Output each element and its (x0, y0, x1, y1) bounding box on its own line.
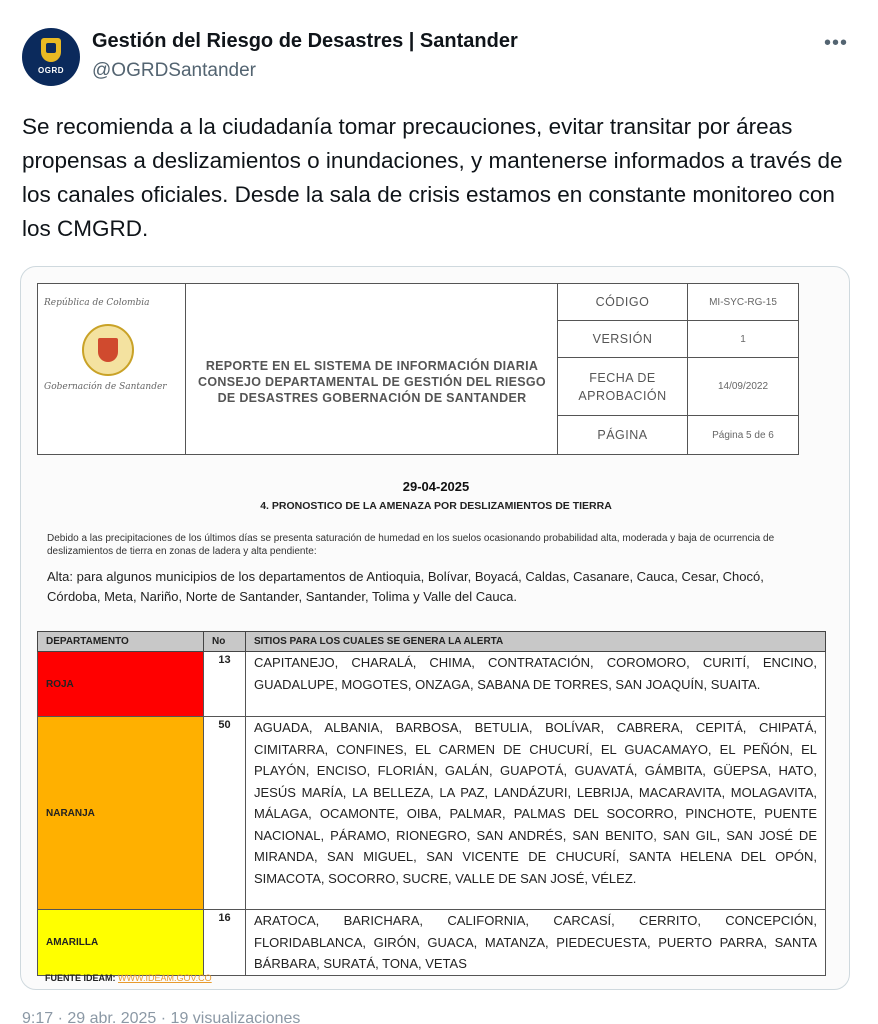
document-title-cell (186, 284, 558, 454)
table-row (38, 652, 826, 717)
document-date: 29-04-2025 (402, 479, 470, 494)
tweet-header (22, 26, 858, 90)
alta-text: Alta: para algunos municipios de los departamentos de Antioquia, Bolívar, Boyacá, Caldas, Casanare, Cauca, Cesar, Chocó, Córdoba, Meta, Nariño, Norte de Santander, Santander, Tolima y Valle del Cauca. (47, 569, 764, 604)
table-header-row (38, 632, 826, 652)
author-handle[interactable]: @OGRDSantander (92, 60, 256, 81)
government-script-text: Gobernación de Santander (44, 382, 167, 392)
tweet-meta: 9:17 · 29 abr. 2025 · 19 visualizaciones (22, 1010, 301, 1024)
avatar[interactable] (22, 28, 80, 86)
meta-value: MI-SYC-RG-15 (709, 296, 777, 308)
alert-count-cell: 16 (204, 910, 246, 976)
column-header: SITIOS PARA LOS CUALES SE GENERA LA ALERTA (246, 632, 826, 652)
more-icon[interactable]: ••• (823, 32, 848, 54)
section-title: 4. PRONOSTICO DE LA AMENAZA POR DESLIZAMIENTOS DE TIERRA (260, 500, 612, 512)
meta-label: VERSIÓN (558, 321, 688, 357)
document-header (37, 283, 799, 455)
footer-label: FUENTE IDEAM: (45, 973, 116, 983)
meta-row-page (558, 416, 798, 454)
alert-sites-cell: AGUADA, ALBANIA, BARBOSA, BETULIA, BOLÍVAR, CABRERA, CEPITÁ, CHIPATÁ, CIMITARRA, CONFINES, EL CARMEN DE CHUCURÍ, EL GUACAMAYO, EL PEÑÓN, EL PLAYÓN, ENCISO, FLORIÁN, GALÁN, GUAPOTÁ, GUAVATÁ, GÁMBITA, GÜEPSA, HATO, JESÚS MARÍA, LA BELLEZA, LA PAZ, LANDÁZURI, LEBRIJA, MACARAVITA, MOLAGAVITA, MÁLAGA, OCAMONTE, OIBA, PALMAR, PALMAS DEL SOCORRO, PINCHOTE, PUENTE NACIONAL, PÁRAMO, RIONEGRO, SAN ANDRÉS, SAN BENITO, SAN GIL, SAN JOSÉ DE MIRANDA, SAN MIGUEL, SAN VICENTE DE CHUCURÍ, SANTA HELENA DEL OPÓN, SIMACOTA, SOCORRO, SUCRE, VALLE DE SAN JOSÉ, VÉLEZ. (246, 717, 826, 910)
meta-value: Página 5 de 6 (712, 429, 774, 441)
alert-sites-cell: CAPITANEJO, CHARALÁ, CHIMA, CONTRATACIÓN, COROMORO, CURITÍ, ENCINO, GUADALUPE, MOGOTES, ONZAGA, SABANA DE TORRES, SAN JOAQUÍN, SUAITA. (246, 652, 826, 717)
table-row (38, 910, 826, 976)
alert-level-cell: ROJA (38, 652, 204, 717)
alert-count-cell: 50 (204, 717, 246, 910)
document-footer (45, 973, 212, 983)
document-meta-table (558, 284, 798, 454)
meta-row-version (558, 321, 798, 358)
seal-icon (82, 324, 134, 376)
column-header: DEPARTAMENTO (38, 632, 204, 652)
document-logo-cell (38, 284, 186, 454)
author-name[interactable]: Gestión del Riesgo de Desastres | Santander (92, 30, 518, 52)
document-title: REPORTE EN EL SISTEMA DE INFORMACIÓN DIARIA CONSEJO DEPARTAMENTAL DE GESTIÓN DEL RIESGO DE DESASTRES GOBERNACIÓN DE SANTANDER (198, 359, 546, 405)
alert-level-cell: NARANJA (38, 717, 204, 910)
shield-icon (41, 38, 61, 62)
footer-link[interactable]: WWW.IDEAM.GOV.CO (118, 973, 212, 983)
document-description: Debido a las precipitaciones de los últimos días se presenta saturación de humedad en los suelos ocasionando probabilidad alta, moderada y baja de ocurrencia de deslizamientos de tierra en zonas de ladera y alta pendiente: (47, 533, 775, 557)
republic-script-text: República de Colombia (44, 298, 150, 308)
meta-row-code (558, 284, 798, 321)
column-header: No (204, 632, 246, 652)
meta-label: PÁGINA (558, 416, 688, 454)
meta-label: CÓDIGO (558, 284, 688, 320)
tweet-media-image[interactable] (20, 266, 850, 990)
meta-row-date (558, 358, 798, 416)
avatar-logo-text: OGRD (38, 66, 64, 75)
alert-count-cell: 13 (204, 652, 246, 717)
meta-label: FECHA DE APROBACIÓN (558, 358, 688, 415)
alert-sites-cell: ARATOCA, BARICHARA, CALIFORNIA, CARCASÍ, CERRITO, CONCEPCIÓN, FLORIDABLANCA, GIRÓN, GUACA, MATANZA, PIEDECUESTA, PUERTO PARRA, SANTA BÁRBARA, SURATÁ, TONA, VETAS (246, 910, 826, 976)
alert-level-cell: AMARILLA (38, 910, 204, 976)
table-row (38, 717, 826, 910)
meta-value: 14/09/2022 (717, 381, 769, 392)
alert-table (37, 631, 826, 976)
tweet-text: Se recomienda a la ciudadanía tomar precauciones, evitar transitar por áreas propensas a deslizamientos o inundaciones, y mantenerse informados a través de los canales oficiales. Desde la sala de crisis estamos en constante monitoreo con los CMGRD. (22, 114, 843, 241)
meta-value: 1 (740, 333, 746, 345)
